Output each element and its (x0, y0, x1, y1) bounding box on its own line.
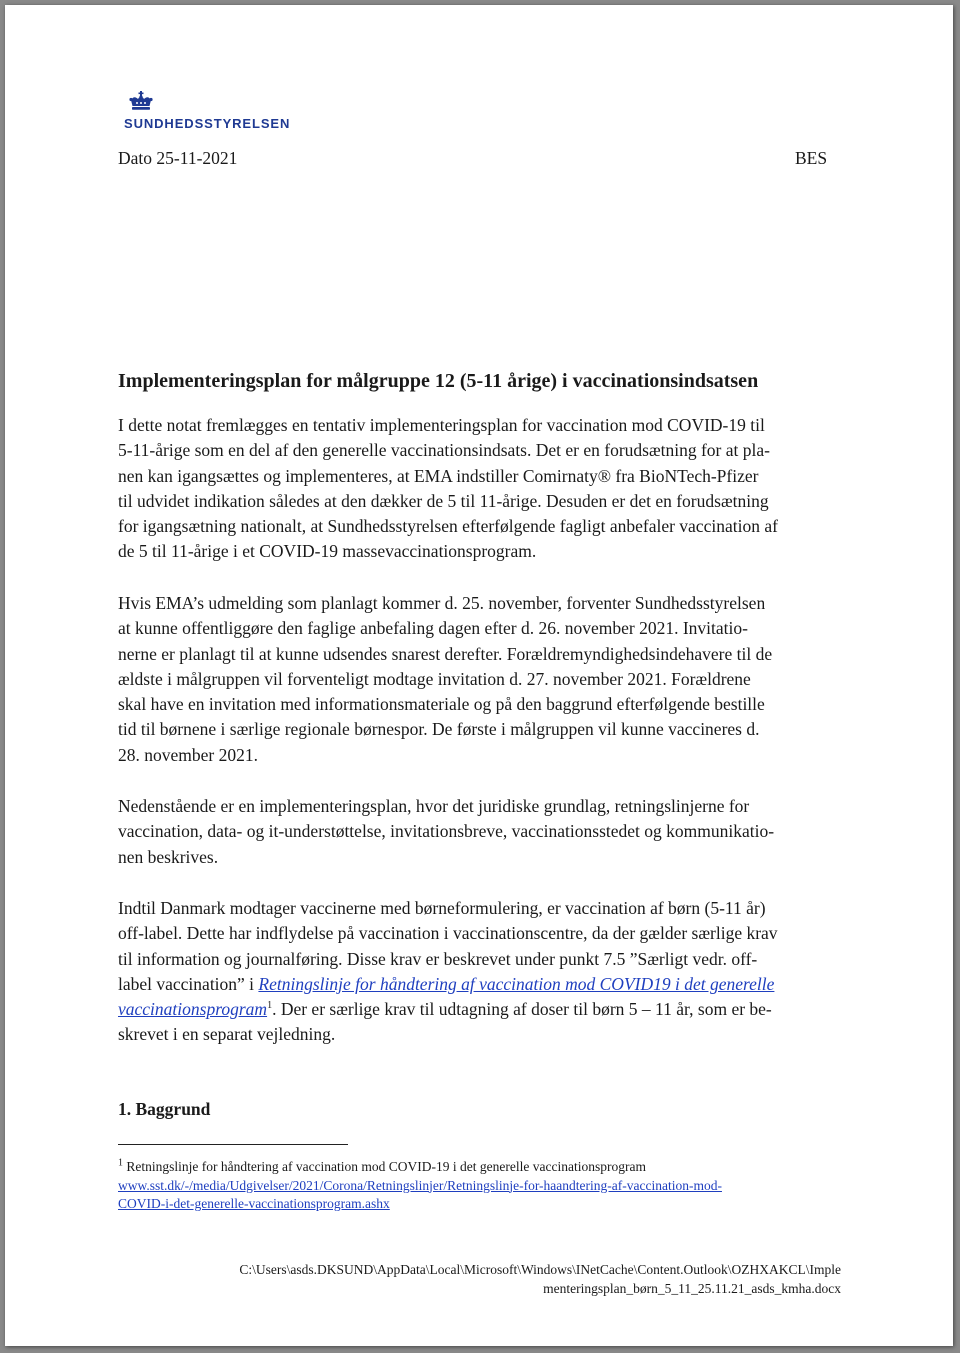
document-page (5, 5, 953, 1346)
text-line: tid til børnene i særlige regionale børnespor. De første i målgruppen vil kunne vaccineres d. (118, 719, 760, 740)
text-line: at kunne offentliggøre den faglige anbefaling dagen efter d. 26. november 2021. Invitatio- (118, 618, 748, 639)
text-line: nen beskrives. (118, 846, 219, 867)
file-path-line: C:\Users\asds.DKSUND\AppData\Local\Microsoft\Windows\INetCache\Content.Outlook\OZHXAKCL\Imple (239, 1262, 841, 1277)
text-line (118, 997, 858, 1022)
footnote (118, 1158, 722, 1214)
text-line: 28. november 2021. (118, 744, 258, 765)
text-line: til information og journalføring. Disse krav er beskrevet under punkt 7.5 ”Særligt vedr. off- (118, 948, 758, 969)
footnote-text (118, 1158, 722, 1177)
text-line: nerne er planlagt til at kunne udsendes snarest derefter. Forældremyndighedsindehavere til de (118, 643, 773, 664)
footnote-mark: 1 (118, 1157, 123, 1169)
text-line: til udvidet indikation således at den dækker de 5 til 11-årige. Desuden er det en forudsætning (118, 490, 769, 511)
text-line: Nedenstående er en implementeringsplan, hvor det juridiske grundlag, retningslinjerne for (118, 796, 750, 816)
text-segment: label vaccination” i (118, 973, 259, 994)
crown-icon (128, 91, 154, 113)
document-title: Implementeringsplan for målgruppe 12 (5-11 årige) i vaccinationsindsatsen (118, 370, 759, 392)
text-line: skal have en invitation med informationsmateriale og på den baggrund efterfølgende bestille (118, 694, 765, 715)
footnote-title: Retningslinje for håndtering af vaccination mod COVID-19 i det generelle vaccinationsprogram (123, 1159, 646, 1174)
paragraph-intro (118, 413, 858, 565)
text-line: skrevet i en separat vejledning. (118, 1024, 336, 1045)
text-line: for igangsætning nationalt, at Sundhedsstyrelsen efterfølgende fagligt anbefaler vaccination af (118, 516, 778, 537)
text-line: ældste i målgruppen vil forventeligt modtage invitation d. 27. november 2021. Forældrene (118, 668, 751, 689)
paragraph-off-label (118, 896, 858, 1048)
text-line: de 5 til 11-årige i et COVID-19 massevaccinationsprogram. (118, 541, 537, 562)
paragraph-overview (118, 794, 858, 870)
text-line: vaccination, data- og it-understøttelse, invitationsbreve, vaccinationsstedet og kommunikatio- (118, 821, 775, 842)
paragraph-timeline (118, 591, 858, 768)
sundhedsstyrelsen-logo (124, 91, 294, 131)
text-segment: . Der er særlige krav til udtagning af doser til børn 5 – 11 år, som er be- (272, 999, 772, 1020)
text-line: off-label. Dette har indflydelse på vaccination i vaccinationscentre, da der gælder særlige krav (118, 923, 778, 944)
footnote-divider (118, 1144, 348, 1145)
footnote-url-link-continued[interactable]: COVID-i-det-generelle-vaccinationsprogram.ashx (118, 1196, 390, 1211)
text-line: Indtil Danmark modtager vaccinerne med børneformulering, er vaccination af børn (5-11 år) (118, 898, 766, 918)
guideline-link-continued[interactable]: vaccinationsprogram (118, 999, 268, 1020)
logo-text: SUNDHEDSSTYRELSEN (124, 116, 291, 131)
text-line: nen kan igangsættes og implementeres, at EMA indstiller Comirnaty® fra BioNTech-Pfizer (118, 465, 759, 486)
file-path-line: menteringsplan_børn_5_11_25.11.21_asds_kmha.docx (543, 1280, 841, 1296)
document-date: Dato 25-11-2021 (118, 148, 238, 168)
text-line: 5-11-årige som en del af den generelle vaccinationsindsats. Det er en forudsætning for at pla- (118, 440, 770, 461)
footnote-reference[interactable]: 1 (267, 1000, 273, 1012)
text-line (118, 972, 858, 997)
text-line: I dette notat fremlægges en tentativ implementeringsplan for vaccination mod COVID-19 til (118, 415, 765, 435)
text-line: Hvis EMA’s udmelding som planlagt kommer d. 25. november, forventer Sundhedsstyrelsen (118, 593, 766, 613)
section-heading-background: 1. Baggrund (118, 1099, 211, 1119)
author-initials: BES (795, 148, 828, 168)
guideline-link[interactable]: Retningslinje for håndtering af vaccination mod COVID19 i det generelle (258, 973, 775, 994)
footnote-url-link[interactable]: www.sst.dk/-/media/Udgivelser/2021/Corona/Retningslinjer/Retningslinje-for-haandtering-af-vaccination-mod- (118, 1177, 722, 1193)
file-path-footer (239, 1261, 841, 1298)
